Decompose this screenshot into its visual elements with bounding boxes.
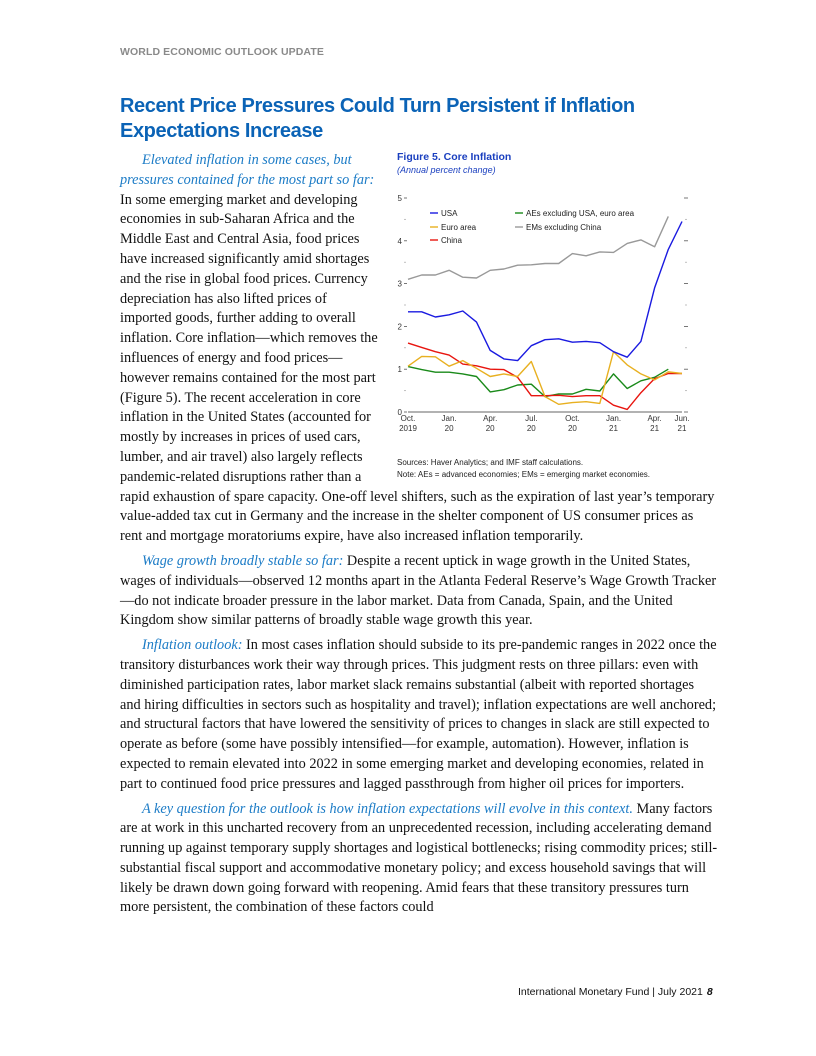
paragraph-text: Despite a recent uptick in wage growth in the United States, wages of individuals—observed 12 months apart in the Atlanta Federal Reserve’s Wage Growth Tracker—do not indicate broader pressure in the labor market. Data from Canada, Spain, and the United Kingdom show similar patterns of broadly stable wage growth this year. [120, 552, 717, 629]
paragraph [120, 552, 718, 631]
y-minor-tick-right [686, 347, 687, 348]
y-minor-tick-left [405, 347, 406, 348]
section-title: Recent Price Pressures Could Turn Persistent if Inflation Expectations Increase [120, 95, 635, 142]
page-footer [518, 986, 713, 998]
legend-label: Euro area [441, 223, 477, 232]
figure-sources: Sources: Haver Analytics; and IMF staff calculations. [397, 458, 584, 467]
paragraph-text: In some emerging market and developing economies in sub-Saharan Africa and the Middle East and Central Asia, food prices have increased significantly amid shortages and the rise in global food prices. Currency depreciation has also lifted prices of imported goods, further adding to overall inflation. Core inflation—which removes the influences of energy and food prices—however remains contained for the most part (Figure 5). The recent acceleration in core inflation in the United States (accounted for mostly by increases in prices of used cars, lumber, and air travel) also largely reflects pandemic-related disruptions rather than a rapid exhaustion of spare capacity. One-off level shifters, such as the expiration of last year’s temporary value-added tax cut in Germany and the increase in the shelter component of US consumer prices as rent and mortgage moratoriums expire, have also increased inflation temporarily. [120, 191, 715, 545]
legend-label: USA [441, 209, 458, 218]
x-tick-label-year: 20 [567, 424, 577, 433]
x-tick-label: Jan. [441, 414, 457, 423]
paragraph [120, 800, 718, 919]
y-minor-tick-right [686, 305, 687, 306]
series-line-china [408, 343, 682, 409]
y-minor-tick-left [405, 390, 406, 391]
core-inflation-chart [390, 145, 710, 485]
x-tick-label: Jan. [605, 414, 622, 423]
x-tick-label-year: 21 [609, 424, 618, 433]
y-minor-tick-left [405, 262, 406, 263]
legend-label: EMs excluding China [526, 223, 602, 232]
series-line-aes-excluding-usa-euro-area [408, 367, 668, 397]
y-tick-label: 4 [397, 236, 402, 246]
y-minor-tick-right [686, 219, 687, 220]
y-tick-label: 1 [397, 365, 402, 375]
paragraph-text: Many factors are at work in this uncharted recovery from an unprecedented recession, including accelerating demand running up against temporary supply shortages and logistical bottlenecks; rising commodity prices; still-substantial fiscal support and accommodative monetary policy; and excess household savings that will likely be drawn down going forward with reopening. Amid fears that these transitory pressures turn more persistent, the combination of these factors could [120, 800, 718, 916]
page-number: 8 [706, 986, 713, 998]
series-line-euro-area [408, 352, 682, 405]
x-tick-label-year: 21 [650, 424, 660, 433]
x-tick-label: Apr. [483, 414, 498, 423]
figure-5 [390, 145, 710, 485]
x-tick-label-year: 20 [485, 424, 495, 433]
x-tick-label: Apr. [647, 414, 662, 423]
paragraph-lead: Elevated inflation in some cases, but pressures contained for the most part so far: [120, 152, 375, 188]
y-minor-tick-left [405, 219, 406, 220]
legend-label: AEs excluding USA, euro area [526, 209, 635, 218]
paragraph-lead: Inflation outlook: [142, 637, 243, 654]
x-tick-label: Jun. [674, 414, 690, 423]
x-tick-label: Oct. [565, 414, 580, 423]
running-header: WORLD ECONOMIC OUTLOOK UPDATE [120, 46, 324, 58]
y-tick-label: 3 [397, 279, 402, 289]
y-tick-label: 0 [397, 408, 402, 417]
figure-subtitle: (Annual percent change) [397, 165, 496, 175]
paragraph-lead: A key question for the outlook is how inflation expectations will evolve in this context. [142, 800, 633, 817]
legend-label: China [441, 236, 462, 245]
figure-note: Note: AEs = advanced economies; EMs = emerging market economies. [397, 470, 651, 479]
x-tick-label: Jul. [525, 414, 538, 423]
paragraph-text: In most cases inflation should subside to its pre-pandemic ranges in 2022 once the transitory disturbances work their way through prices. This judgment rests on three pillars: even with diminished participation rates, labor market slack remains substantial (albeit with reported shortages and hiring difficulties in sectors such as hospitality and travel); inflation expectations are well anchored; and structural factors that have lowered the sensitivity of prices to changes in slack are still expected to operate as before (some have possibly intensified—for example, automation). However, inflation is expected to remain elevated into 2022 in some emerging market and developing economies, related in part to continued food price pressures and lagged passthrough from higher oil prices for importers. [120, 637, 717, 792]
y-minor-tick-right [686, 390, 687, 391]
x-tick-label-year: 2019 [399, 424, 417, 433]
y-tick-label: 2 [397, 322, 402, 332]
y-minor-tick-left [405, 305, 406, 306]
paragraph-lead: Wage growth broadly stable so far: [142, 552, 344, 569]
footer-org: International Monetary Fund | July 2021 [518, 986, 703, 998]
figure-title: Figure 5. Core Inflation [397, 151, 512, 163]
x-tick-label-year: 20 [444, 424, 454, 433]
paragraph [120, 636, 718, 794]
x-tick-label: Oct. [400, 414, 416, 423]
x-tick-label-year: 20 [526, 424, 536, 433]
x-tick-label-year: 21 [677, 424, 687, 433]
y-minor-tick-right [686, 262, 687, 263]
y-tick-label: 5 [397, 194, 402, 203]
